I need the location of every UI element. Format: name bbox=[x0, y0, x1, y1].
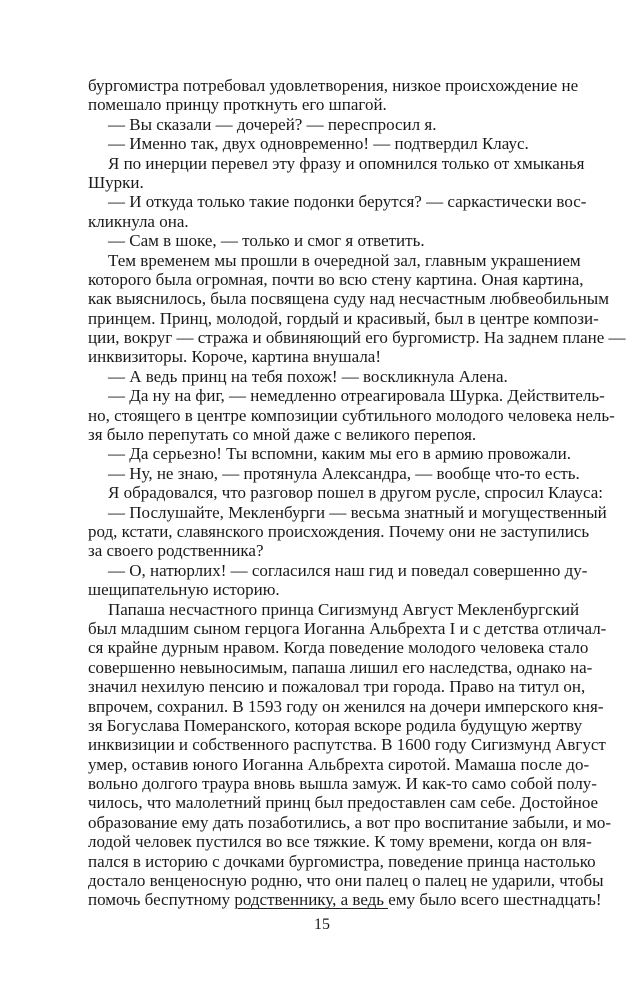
footer-rule bbox=[238, 908, 388, 909]
text-line: Тем временем мы прошли в очередной зал, главным украшением bbox=[108, 250, 581, 270]
text-line: — Вы сказали — дочерей? — переспросил я. bbox=[108, 114, 437, 134]
text-line: но, стоящего в центре композиции субтильного молодого человека нель- bbox=[88, 405, 615, 425]
text-line: Я обрадовался, что разговор пошел в другом русле, спросил Клауса: bbox=[108, 483, 603, 503]
text-line: — Именно так, двух одновременно! — подтвердил Клаус. bbox=[108, 134, 529, 154]
text-line: был младшим сыном герцога Иоганна Альбрехта I и с детства отличал- bbox=[88, 618, 607, 638]
text-line: шещипательную историю. bbox=[88, 580, 280, 600]
text-line: совершенно невыносимым, папаша лишил его наследства, однако на- bbox=[88, 657, 593, 677]
text-line: достало венценосную родню, что они палец о палец не ударили, чтобы bbox=[88, 871, 604, 891]
text-line: Шурки. bbox=[88, 172, 144, 192]
text-line: чилось, что малолетний принц был предоставлен сам себе. Достойное bbox=[88, 793, 599, 813]
text-line: — Да серьезно! Ты вспомни, каким мы его в армию провожали. bbox=[108, 444, 571, 464]
text-line: кликнула она. bbox=[88, 211, 189, 231]
text-line: Я по инерции перевел эту фразу и опомнился только от хмыканья bbox=[108, 153, 585, 173]
text-line: принцем. Принц, молодой, гордый и красивый, был в центре компози- bbox=[88, 308, 599, 328]
text-line: бургомистра потребовал удовлетворения, низкое происхождение не bbox=[88, 76, 579, 95]
text-line: — А ведь принц на тебя похож! — воскликнула Алена. bbox=[108, 366, 508, 386]
text-line: зя Богуслава Померанского, которая вскоре родила будущую жертву bbox=[88, 715, 583, 735]
text-line: — Послушайте, Мекленбурги — весьма знатный и могущественный bbox=[108, 502, 607, 522]
text-line: — Да ну на фиг, — немедленно отреагировала Шурка. Действитель- bbox=[108, 386, 605, 406]
text-line: лодой человек пустился во все тяжкие. К тому времени, когда он вля- bbox=[88, 832, 592, 852]
text-line: помочь беспутному родственнику, а ведь ему было всего шестнадцать! bbox=[88, 890, 602, 910]
text-line: значил нехилую пенсию и пожаловал три города. Право на титул он, bbox=[88, 677, 586, 697]
page-body bbox=[88, 76, 626, 910]
text-line: — Сам в шоке, — только и смог я ответить. bbox=[108, 231, 425, 251]
text-line: род, кстати, славянского происхождения. Почему они не заступились bbox=[88, 521, 590, 541]
text-line: — Ну, не знаю, — протянула Александра, — вообще что-то есть. bbox=[108, 463, 580, 483]
text-line: зя было перепутать со мной даже с великого перепоя. bbox=[88, 425, 477, 445]
text-line: инквизиторы. Короче, картина внушала! bbox=[88, 347, 382, 367]
text-line: как выяснилось, была посвящена суду над несчастным любвеобильным bbox=[88, 289, 609, 309]
text-line: образование ему дать позаботились, а вот про воспитание забыли, и мо- bbox=[88, 812, 612, 832]
text-line: которого была огромная, почти во всю стену картина. Оная картина, bbox=[88, 269, 584, 289]
text-line: за своего родственника? bbox=[88, 541, 264, 561]
text-line: пался в историю с дочками бургомистра, поведение принца настолько bbox=[88, 851, 596, 871]
text-line: инквизиции и собственного распутства. В 1600 году Сигизмунд Август bbox=[88, 735, 606, 755]
text-line: ции, вокруг — стража и обвиняющий его бургомистр. На заднем плане — bbox=[88, 328, 626, 348]
text-line: помешало принцу проткнуть его шпагой. bbox=[88, 95, 387, 115]
text-line: умер, оставив юного Иоганна Альбрехта сиротой. Мамаша после до- bbox=[88, 754, 590, 774]
text-line: ся крайне дурным нравом. Когда поведение молодого человека стало bbox=[88, 638, 589, 658]
text-line: — И откуда только такие подонки берутся? — саркастически вос- bbox=[108, 192, 587, 212]
text-line: вольно долгого траура вновь вышла замуж. И как-то само собой полу- bbox=[88, 774, 597, 794]
page-number: 15 bbox=[314, 916, 330, 933]
text-line: Папаша несчастного принца Сигизмунд Август Мекленбургский bbox=[108, 599, 580, 619]
text-line: впрочем, сохранил. В 1593 году он женился на дочери имперского кня- bbox=[88, 696, 604, 716]
text-line: — О, натюрлих! — согласился наш гид и поведал совершенно ду- bbox=[108, 560, 588, 580]
